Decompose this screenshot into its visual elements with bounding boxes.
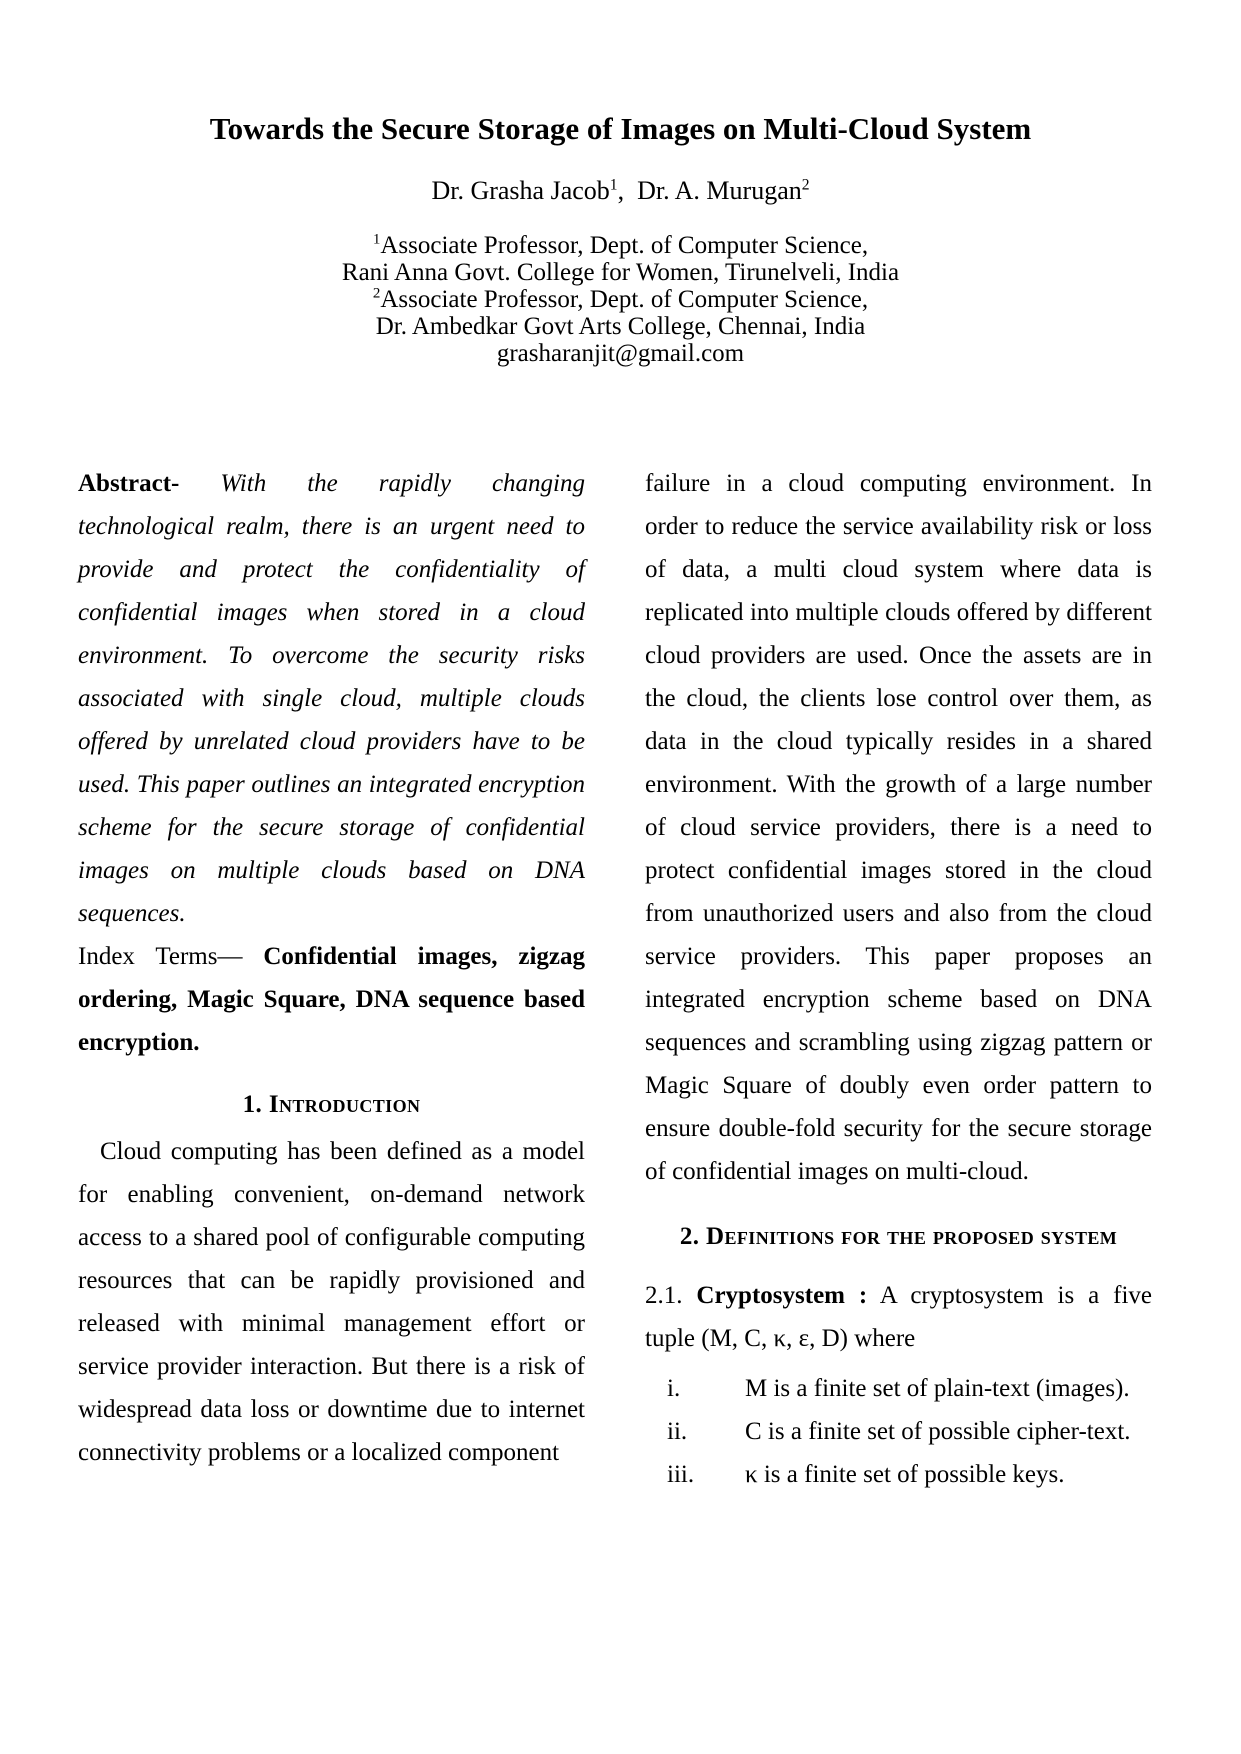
subsection-2-1-number: 2.1. [645, 1282, 683, 1309]
authors-line [0, 176, 1241, 206]
affiliations-block [0, 232, 1241, 367]
abstract-body: With the rapidly changing technological realm, there is an urgent need to provide and protect the confidentiality of confidential images when stored in a cloud environment. To overcome the security risks associated with single cloud, multiple clouds offered by unrelated cloud providers have to be used. This paper outlines an integrated encryption scheme for the secure storage of confidential images on multiple clouds based on DNA sequences. [78, 470, 585, 927]
author-2 [637, 176, 809, 205]
cryptosystem-definition-text: A cryptosystem is a five tuple (M, C, κ, ε, D) where [645, 1282, 1152, 1352]
section-2-heading-text: Definitions for the proposed system [706, 1223, 1118, 1250]
list-item [645, 1410, 1152, 1453]
list-item-numeral: iii. [667, 1461, 695, 1488]
section-1-heading [78, 1083, 585, 1126]
paper-header [0, 0, 1241, 367]
email-line [0, 340, 1241, 367]
affiliation-1-superscript: 1 [372, 231, 381, 248]
continuation-paragraph: failure in a cloud computing environment. In order to reduce the service availability risk or loss of data, a multi cloud system where data is replicated into multiple clouds offered by different cloud providers are used. Once the assets are in the cloud, the clients lose control over them, as data in the cloud typically resides in a shared environment. With the growth of a large number of cloud service providers, there is a need to protect confidential images stored in the cloud from unauthorized users and also from the cloud service providers. This paper proposes an integrated encryption scheme based on DNA sequences and scrambling using zigzag pattern or Magic Square of doubly even order pattern to ensure double-fold security for the secure storage of confidential images on multi-cloud. [645, 470, 1152, 1185]
two-column-body [78, 462, 1152, 1496]
author-1 [431, 176, 617, 205]
section-2-heading [645, 1215, 1152, 1258]
left-column [78, 462, 585, 1496]
section-1-heading-text: Introduction [268, 1091, 421, 1118]
abstract-label: Abstract- [78, 470, 180, 497]
author-2-superscript: 2 [801, 176, 810, 194]
list-item-text: C is a finite set of possible cipher-text. [745, 1418, 1131, 1445]
author-2-name: Dr. A. Murugan [637, 176, 802, 205]
abstract-paragraph [78, 462, 585, 935]
section-1-number: 1. [242, 1091, 263, 1118]
section-2-number: 2. [679, 1223, 700, 1250]
index-terms-list: Confidential images, zigzag ordering, Magic Square, DNA sequence based encryption. [78, 943, 585, 1056]
affiliation-2-text: Rani Anna Govt. College for Women, Tirunelveli, India [341, 259, 900, 286]
affiliation-3-superscript: 2 [372, 285, 381, 302]
list-item-text: M is a finite set of plain-text (images). [745, 1375, 1130, 1402]
list-item-numeral: i. [667, 1375, 681, 1402]
definition-list [645, 1367, 1152, 1496]
introduction-paragraph: Cloud computing has been defined as a model for enabling convenient, on-demand network access to a shared pool of configurable computing resources that can be rapidly provisioned and released with minimal management effort or service provider interaction. But there is a risk of widespread data loss or downtime due to internet connectivity problems or a localized component [78, 1138, 585, 1466]
affiliation-line-3 [0, 286, 1241, 313]
email-text: grasharanjit@gmail.com [496, 340, 745, 367]
cryptosystem-term: Cryptosystem : [696, 1282, 868, 1309]
affiliation-1-text: Associate Professor, Dept. of Computer Science, [380, 232, 869, 259]
authors-separator: , [617, 176, 638, 205]
author-1-name: Dr. Grasha Jacob [431, 176, 610, 205]
right-column [645, 462, 1152, 1496]
affiliation-line-2 [0, 259, 1241, 286]
list-item [645, 1367, 1152, 1410]
affiliation-4-text: Dr. Ambedkar Govt Arts College, Chennai, India [375, 313, 866, 340]
list-item [645, 1453, 1152, 1496]
author-1-superscript: 1 [609, 176, 618, 194]
list-item-text: κ is a finite set of possible keys. [745, 1461, 1065, 1488]
index-terms-label: Index Terms— [78, 943, 243, 970]
cryptosystem-definition-paragraph [645, 1274, 1152, 1360]
affiliation-line-4 [0, 313, 1241, 340]
affiliation-line-1 [0, 232, 1241, 259]
affiliation-3-text: Associate Professor, Dept. of Computer Science, [380, 286, 869, 313]
index-terms-paragraph [78, 935, 585, 1064]
list-item-numeral: ii. [667, 1418, 688, 1445]
page-title: Towards the Secure Storage of Images on Multi-Cloud System [209, 111, 1032, 146]
